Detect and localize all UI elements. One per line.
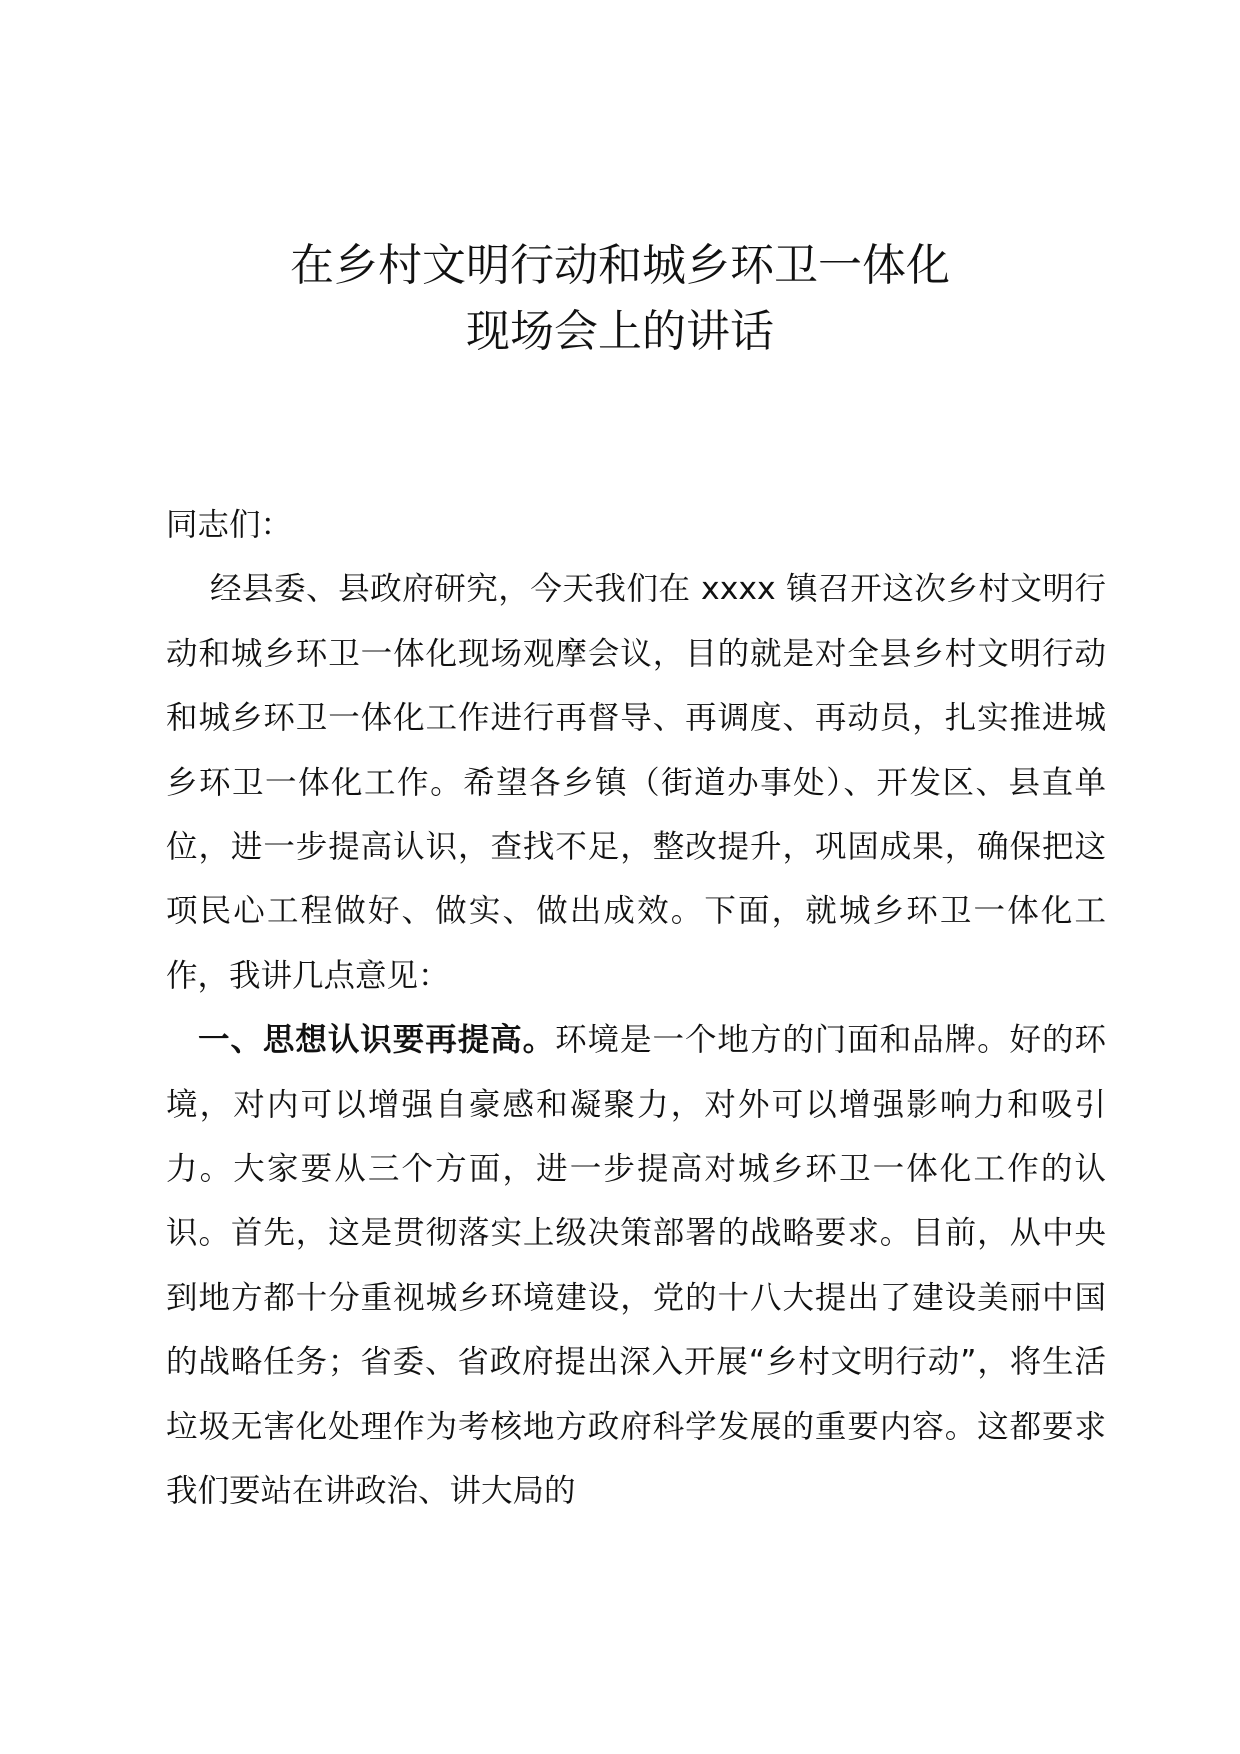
paragraph-intro bbox=[166, 557, 1106, 1008]
paragraph-intro-text: 经县委、县政府研究，今天我们在 xxxx 镇召开这次乡村文明行动和城乡环卫一体化现场观摩会议，目的就是对全县乡村文明行动和城乡环卫一体化工作进行再督导、再调度、再动员，扎实推进城乡环卫一体化工作。希望各乡镇（街道办事处）、开发区、县直单位，进一步提高认识，查找不足，整改提升，巩固成果，确保把这项民心工程做好、做实、做出成效。下面，就城乡环卫一体化工作，我讲几点意见： bbox=[166, 571, 1106, 994]
section-1-heading: 一、思想认识要再提高。 bbox=[198, 1022, 556, 1059]
salutation: 同志们： bbox=[166, 507, 293, 543]
section-1-text: 环境是一个地方的门面和品牌。好的环境，对内可以增强自豪感和凝聚力，对外可以增强影响力和吸引力。大家要从三个方面，进一步提高对城乡环卫一体化工作的认识。首先，这是贯彻落实上级决策部署的战略要求。目前，从中央到地方都十分重视城乡环境建设，党的十八大提出了建设美丽中国的战略任务；省委、省政府提出深入开展“乡村文明行动”，将生活垃圾无害化处理作为考核地方政府科学发展的重要内容。这都要求我们要站在讲政治、讲大局的 bbox=[166, 1022, 1106, 1510]
document-title-line-1: 在乡村文明行动和城乡环卫一体化 bbox=[290, 240, 950, 291]
document-body bbox=[166, 493, 1106, 1524]
document-title-line-2: 现场会上的讲话 bbox=[466, 306, 774, 357]
paragraph-section-1 bbox=[166, 1008, 1106, 1523]
